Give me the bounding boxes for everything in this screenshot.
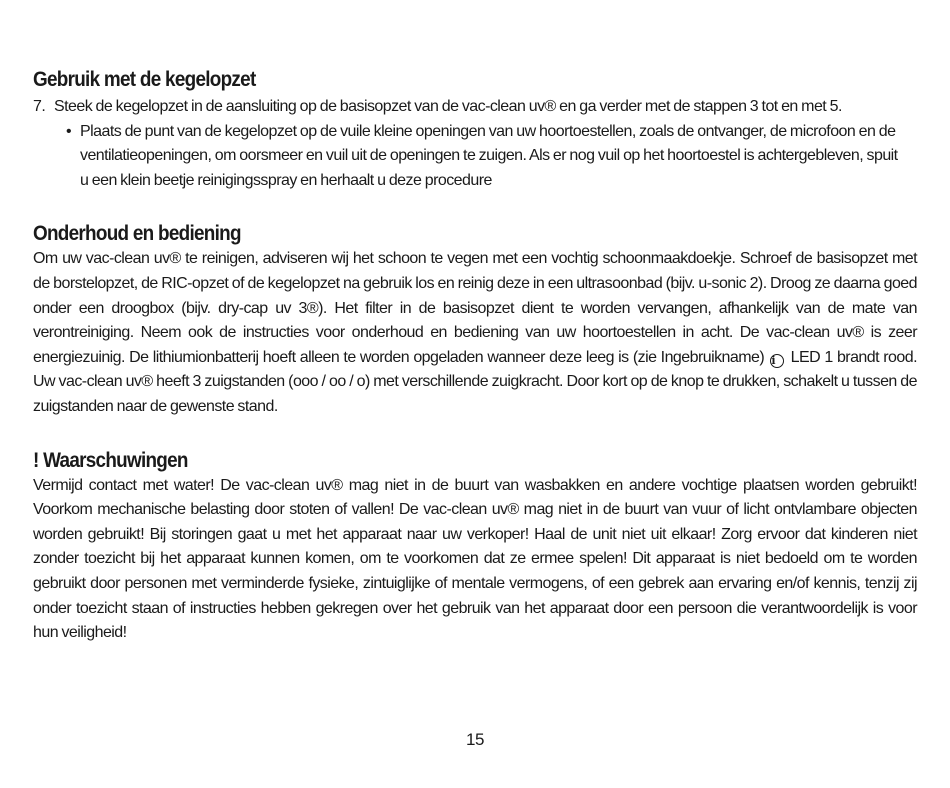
heading-onderhoud: Onderhoud en bediening [33,222,241,246]
page-number: 15 [466,730,484,749]
onderhoud-text-part1: Om uw vac-clean uv® te reinigen, adviseren wij het schoon te vegen met een vochtig schoonmaakdoekje. Schroef de basisopzet met de borstelopzet, de RIC-opzet of de kegelopzet na gebruik los en reinig deze in een ultrasoonbad (bijv. u-sonic 2). Droog ze daarna goed onder een droogbox (bijv. dry-cap uv 3®). Het filter in de basisopzet dient te worden vervangen, afhankelijk van de mate van verontreiniging. Neem ook de instructies voor onderhoud en bediening van uw hoortoestellen in acht. De vac-clean uv® is zeer energiezuinig. De lithiumionbatterij hoeft alleen te worden opgeladen wanneer deze leeg is (zie Ingebruikname) [33,250,917,366]
heading-waarschuwingen: ! Waarschuwingen [33,448,188,472]
numbered-step-7 [33,95,917,120]
step-text: Steek de kegelopzet in de aansluiting op de basisopzet van de vac-clean uv® en ga verder met de stappen 3 tot en met 5. [54,98,842,115]
step-number: 7. [33,98,46,115]
section-waarschuwingen [33,448,917,646]
info-icon: i [770,354,784,368]
bullet-item [33,120,917,194]
onderhoud-paragraph [33,247,917,419]
heading-kegelopzet: Gebruik met de kegelopzet [33,68,256,91]
manual-page [33,62,917,646]
onderhoud-text-part2: LED 1 brandt rood. Uw vac-clean uv® heeft 3 zuigstanden (ooo / oo / o) met verschillende zuigkracht. Door kort op de knop te drukken, schakelt u tussen de zuigstanden naar de gewenste stand. [33,348,917,415]
bullet-text: Plaats de punt van de kegelopzet op de vuile kleine openingen van uw hoortoestellen, zoals de ontvanger, de microfoon en de ventilatieopeningen, om oorsmeer en vuil uit de openingen te zuigen. Als er nog vuil op het hoortoestel is achtergebleven, spuit u een klein beetje reinigingsspray en herhaalt u deze procedure [80,122,898,189]
section-onderhoud [33,221,917,419]
bullet-icon: • [66,122,72,140]
section-kegelopzet [33,67,917,193]
waarschuwingen-paragraph: Vermijd contact met water! De vac-clean uv® mag niet in de buurt van wasbakken en andere vochtige plaatsen worden gebruikt! Voorkom mechanische belasting door stoten of vallen! De vac-clean uv® mag niet in de buurt van vuur of licht ontvlambare objecten worden gebruikt! Bij storingen gaat u met het apparaat naar uw verkoper! Haal de unit niet uit elkaar! Zorg ervoor dat kinderen niet zonder toezicht bij het apparaat kunnen komen, om te voorkomen dat ze ermee spelen! Dit apparaat is niet bedoeld om te worden gebruikt door personen met verminderde fysieke, zintuiglijke of mentale vermogens, of een gebrek aan ervaring en/of kennis, tenzij zij onder toezicht staan of instructies hebben gekregen over het gebruik van het apparaat door een persoon die verantwoordelijk is voor hun veiligheid! [33,476,917,642]
